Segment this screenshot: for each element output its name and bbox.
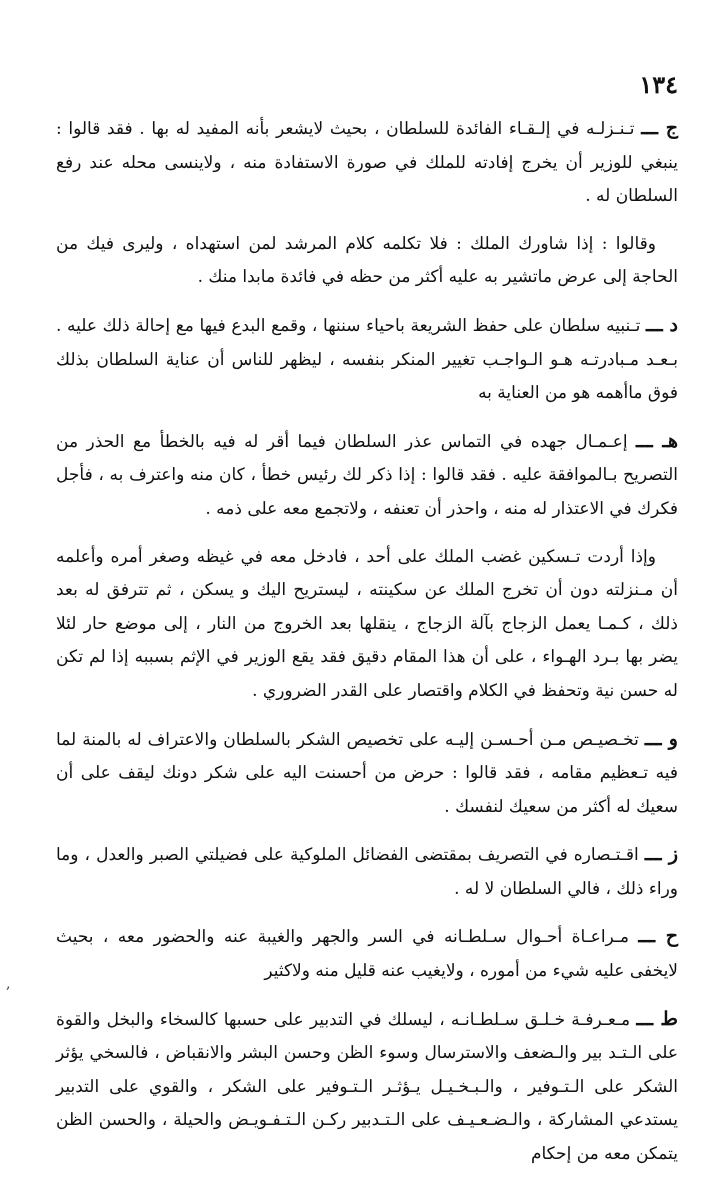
body-text bbox=[56, 112, 678, 1178]
paragraph-quote-consult bbox=[56, 228, 678, 295]
paragraph-zay bbox=[56, 838, 678, 906]
paragraph-ta bbox=[56, 1003, 678, 1172]
section-marker: ط ـــ bbox=[636, 1007, 678, 1030]
paragraph-text: وإذا أردت تـسكين غضب الملك على أحد ، فادخل معه في غيظه وصغر أمره وأعلمه أن مـنزلته دون أن تخرج الملك عن سكينته ، ليستريح اليك و يسكن ، ثم تترفق له بعد ذلك ، كـمـا يعمل الزجاج بآلة الزجاج ، ينقلها بعد الخروج من النار ، إلى موضع حار لئلا يضر بها بـرد الهـواء ، على أن هذا المقام دقيق فقد يقع الوزير في الإثم بسببه إذا لم تكن له حسن نية وتحفظ في الكلام واقتصار على القدر الضروري . bbox=[56, 546, 678, 701]
section-marker: هـ ـــ bbox=[636, 429, 679, 452]
section-marker: ح ـــ bbox=[638, 925, 678, 948]
paragraph-ha-2 bbox=[56, 920, 678, 988]
paragraph-text: تـنـزلـه في إلـقـاء الفائدة للسلطان ، بحيث لايشعر بأنه المفيد له بها . فقد قالوا : ينبغي للوزير أن يخرج إفادته للملك في صورة الاستفادة منه ، ولاينسى محله عند رفع السلطان له . bbox=[56, 119, 678, 207]
paragraph-jim bbox=[56, 112, 678, 214]
paragraph-text: اقـتـصاره في التصريف بمقتضى الفضائل الملوكية على فضيلتي الصبر والعدل ، وما وراء ذلك ، فالي السلطان لا له . bbox=[56, 845, 678, 899]
paragraph-waw bbox=[56, 723, 678, 825]
paragraph-text: تخـصيـص مـن أحـسـن إليـه على تخصيص الشكر بالسلطان والاعتراف له بالمنة لما فيه تـعظيم مقامه ، فقد قالوا : حرض من أحسنت اليه على شكر دونك ليقف على أن سعيك له أكثر من سعيك لنفسك . bbox=[56, 729, 678, 817]
section-marker: ج ـــ bbox=[641, 117, 678, 139]
section-marker: ز ـــ bbox=[644, 843, 678, 866]
page-number: ١٣٤ bbox=[639, 70, 678, 99]
margin-mark: , bbox=[6, 976, 11, 992]
section-marker: د ـــ bbox=[646, 313, 678, 336]
paragraph-calming-anger bbox=[56, 541, 678, 709]
paragraph-text: مـراعـاة أحـوال سـلطـانه في السر والجهر والغيبة عنه والحضور معه ، بحيث لايخفى عليه شيء من أموره ، ولايغيب عنه قليل منه ولاكثير bbox=[56, 927, 678, 982]
paragraph-dal bbox=[56, 309, 678, 411]
paragraph-text: مـعـرفـة خـلـق سـلطـانـه ، ليسلك في التدبير على حسبها كالسخاء والبخل والقوة على الـتـد بير والـضعف والاسترسال وسوء الظن وحسن البشر والانقباض ، فالسخي يؤثر الشكر على الـتـوفير ، والـبـخـيـل يـؤثـر الـتـوفير على الشكر ، والقوي على التدبير يستدعي المشاركة ، والـضـعـيـف على الـتـدبير ركـن الـتـفـويـض والحيلة ، والحسن الظن يتمكن معه من إحكام bbox=[56, 1009, 678, 1165]
paragraph-text: إعـمـال جهده في التماس عذر السلطان فيما أقر له فيه بالخطأ مع الحذر من التصريح بـالموافقة عليه . فقد قالوا : إذا ذكر لك رئيس خطأ ، كان منه واعترف به ، فأجل فكرك في الاعتذار له منه ، واحذر أن تعنفه ، ولاتجمع معه على ذمه . bbox=[56, 431, 678, 519]
paragraph-text: وقالوا : إذا شاورك الملك : فلا تكلمه كلام المرشد لمن استهداه ، وليرى فيك من الحاجة إلى عرض ماتشير به عليه أكثر من حظه في فائدة مابدا منك . bbox=[56, 233, 678, 288]
section-marker: و ـــ bbox=[644, 727, 678, 750]
paragraph-text: تـنبيه سلطان على حفظ الشريعة باحياء سننها ، وقمع البدع فيها مع إحالة ذلك عليه . بـعـد مـبادرتـه هـو الـواجـب تغيير المنكر بنفسه ، ليظهر للناس أن عناية السلطان بذلك فوق ماأهمه هو من العناية به bbox=[56, 315, 678, 404]
paragraph-ha bbox=[56, 425, 678, 527]
